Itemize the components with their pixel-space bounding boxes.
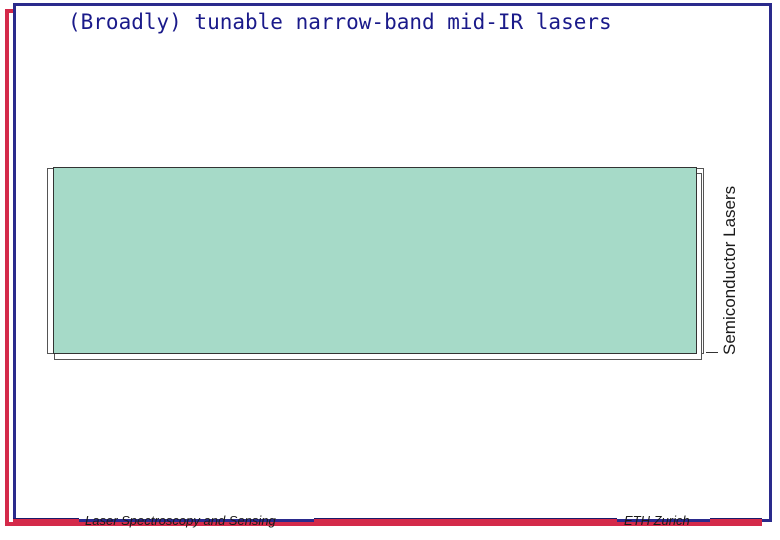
slide-title: (Broadly) tunable narrow-band mid-IR lasers	[68, 10, 612, 34]
footer-bar-middle	[314, 518, 617, 524]
footer-bar-left	[13, 518, 79, 524]
footer-bar-right	[710, 518, 762, 524]
footer-institution: ETH Zurich	[624, 513, 690, 528]
section-side-label: Semiconductor Lasers	[720, 185, 739, 355]
footer-course-title: Laser Spectroscopy and Sensing	[85, 513, 276, 528]
content-panel	[53, 167, 697, 354]
side-label-tick	[706, 352, 718, 353]
